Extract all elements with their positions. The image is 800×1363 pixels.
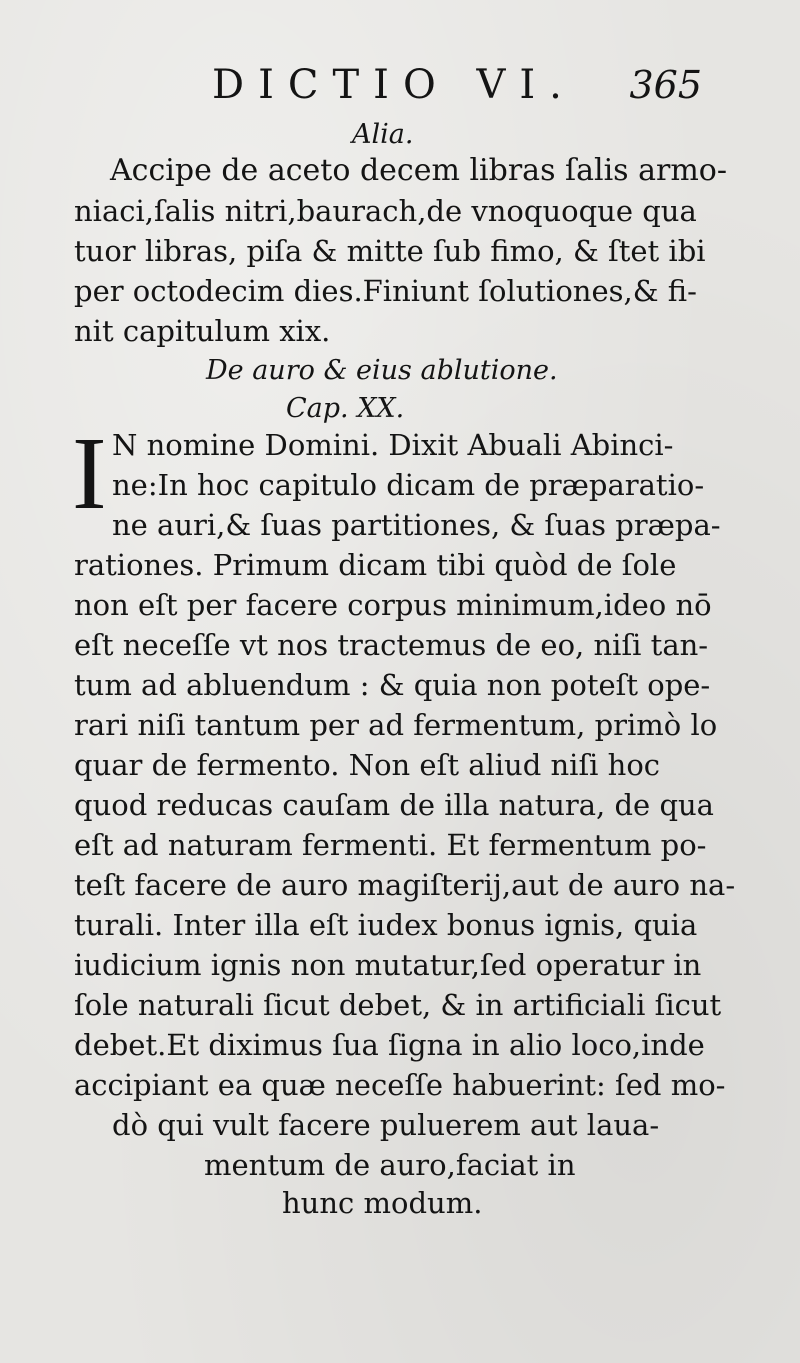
text-line: teſt facere de auro magiſterij,aut de auro na- [74,868,736,902]
text-line: rari niſi tantum per ad fermentum, primò lo [74,708,718,742]
text-line: N nomine Domini. Dixit Abuali Abinci- [112,428,674,462]
text-line: nit capitulum xix. [74,314,331,348]
chapter-title: De auro & eius ablutione. [206,355,558,386]
text-line: per octodecim dies.Finiunt ſolutiones,& fi- [74,274,697,308]
text-line: ne auri,& ſuas partitiones, & ſuas præpa- [112,508,721,542]
text-line: quod reducas cauſam de illa natura, de qua [74,788,714,822]
text-line: rationes. Primum dicam tibi quòd de ſole [74,548,677,582]
text-line: iudicium ignis non mutatur,ſed operatur in [74,948,702,982]
page-number: 365 [629,63,702,107]
text-line: hunc modum. [282,1186,483,1220]
text-line: accipiant ea quæ neceſſe habuerint: ſed mo- [74,1068,726,1102]
text-line: niaci,ſalis nitri,baurach,de vnoquoque qua [74,194,697,228]
text-line: tuor libras, piſa & mitte ſub fimo, & ſtet ibi [74,234,706,268]
page-header [212,60,702,110]
text-line: dò qui vult facere puluerem aut laua- [112,1108,660,1142]
text-line: tum ad abluendum : & quia non poteſt ope- [74,668,711,702]
text-line: ſole naturali ſicut debet, & in artificiali ſicut [74,988,722,1022]
drop-cap: I [72,416,107,531]
text-line: quar de fermento. Non eſt aliud niſi hoc [74,748,661,782]
text-line: turali. Inter illa eſt iudex bonus ignis, quia [74,908,698,942]
chapter-number: Cap. XX. [286,393,405,424]
text-line: non eſt per facere corpus minimum,ideo nō [74,588,712,622]
text-line: ne:In hoc capitulo dicam de præparatio- [112,468,705,502]
text-line: Accipe de aceto decem libras ſalis armo- [110,153,727,188]
text-line: eſt ad naturam fermenti. Et fermentum po- [74,828,707,862]
section-heading-alia: Alia. [352,119,414,150]
text-line: mentum de auro,faciat in [204,1148,576,1182]
text-line: eſt neceſſe vt nos tractemus de eo, niſi tan- [74,628,709,662]
text-line: debet.Et diximus ſua ſigna in alio loco,inde [74,1028,705,1062]
running-head: DICTIO VI. [212,62,576,108]
